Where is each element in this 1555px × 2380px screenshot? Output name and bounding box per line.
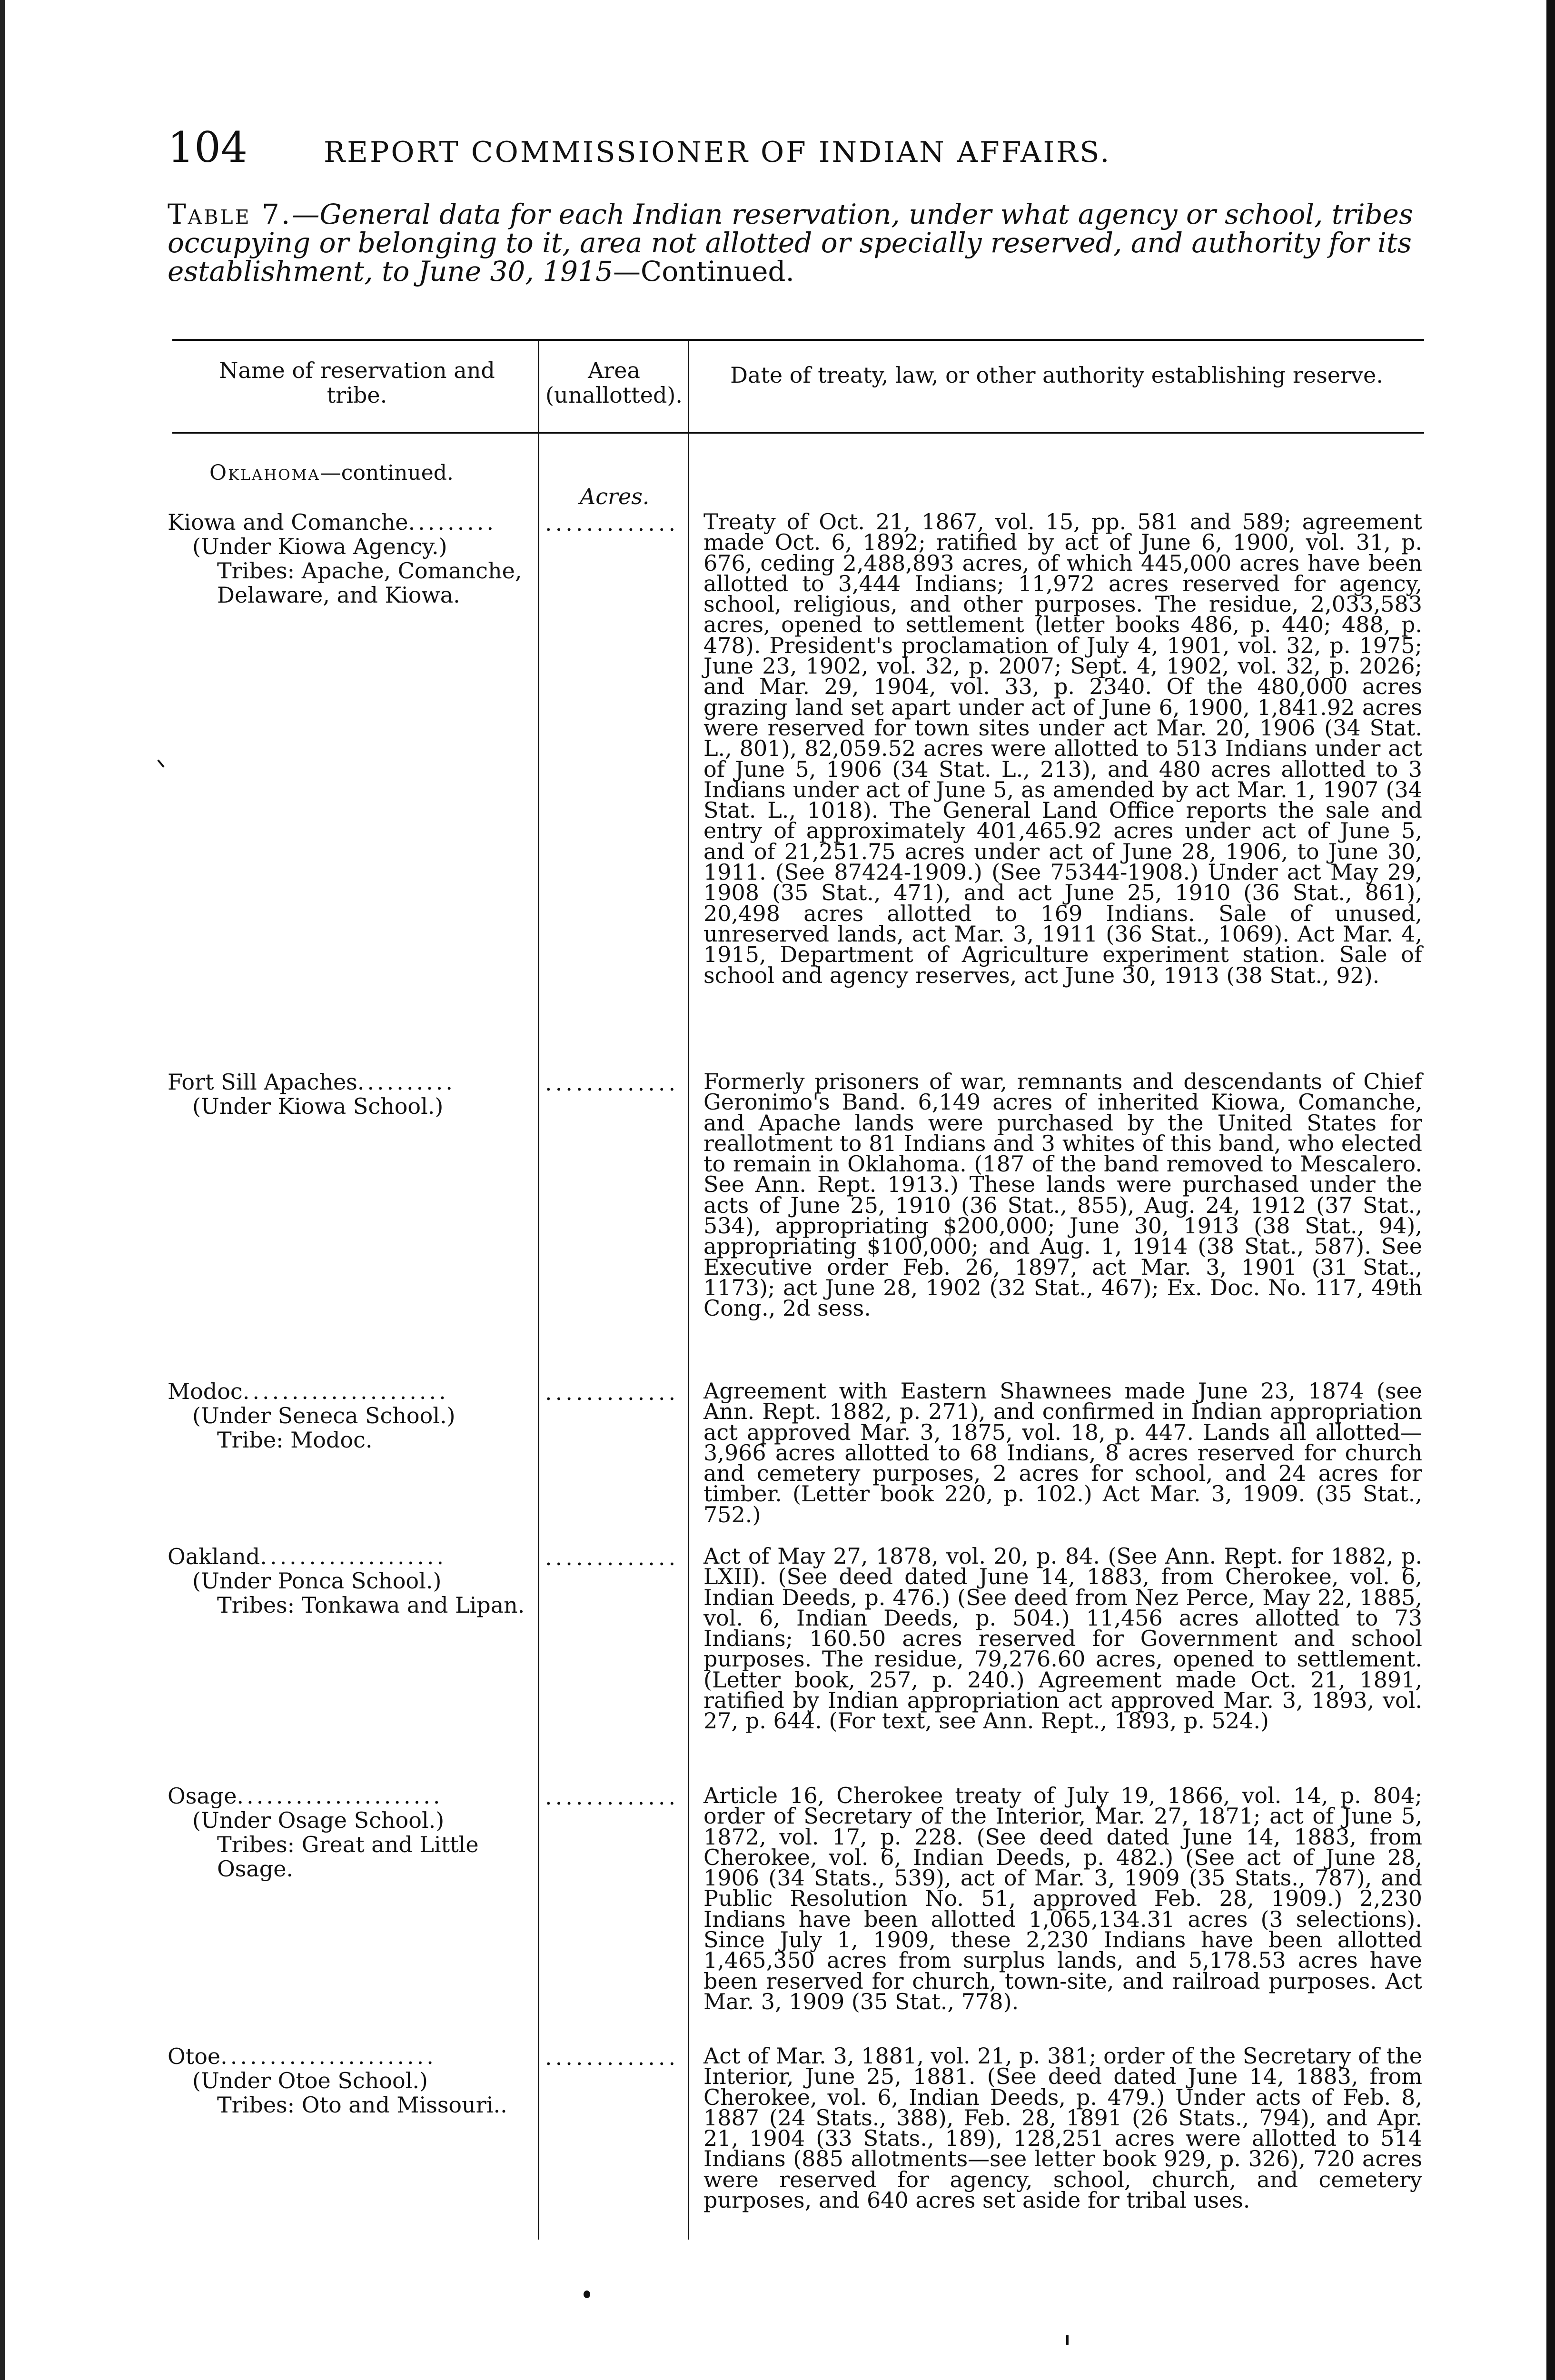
authority-text: Agreement with Eastern Shawnees made June 23, 1874 (see Ann. Rept. 1882, p. 271), and confirmed in Indian appropriation act approved Mar. 3, 1875, vol. 18, p. 447. Lands all allotted—3,966 acres allotted to 68 Indians, 8 acres reserved for church and cemetery purposes, 2 acres for school, and 24 acres for timber. (Letter book 220, p. 102.) Act Mar. 3, 1909. (35 Stat., 752.) [703, 1378, 1422, 1527]
table-caption [168, 200, 1419, 286]
agency-name: (Under Kiowa Agency.) [192, 534, 447, 559]
ink-speck [1066, 2335, 1069, 2345]
table-top-rule [172, 339, 1424, 341]
tribes-list: Tribes: Apache, Comanche, Delaware, and Kiowa. [217, 558, 522, 608]
tribes-list: Tribes: Oto and Missouri.. [217, 2092, 507, 2118]
reservation-entry [168, 1070, 529, 1119]
agency-name: (Under Seneca School.) [192, 1403, 456, 1428]
reservation-entry [168, 1545, 529, 1617]
reservation-entry [168, 510, 529, 607]
agency-name: (Under Ponca School.) [192, 1568, 442, 1594]
ink-speck [157, 759, 165, 768]
reservation-name: Oakland [168, 1544, 260, 1569]
scan-edge-left [0, 0, 5, 2380]
page-header [168, 123, 1429, 172]
caption-tail: —Continued. [613, 255, 794, 288]
column-header-authority: Date of treaty, law, or other authority establishing reserve. [730, 362, 1383, 388]
dot-leader: ..................... [242, 1378, 449, 1404]
running-head: REPORT COMMISSIONER OF INDIAN AFFAIRS. [323, 136, 1111, 169]
column-divider-2 [688, 340, 689, 2240]
scan-edge-right [1546, 0, 1555, 2380]
authority-text: Act of May 27, 1878, vol. 20, p. 84. (See Ann. Rept. for 1882, p. LXII). (See deed dated June 14, 1883, from Cherokee, vol. 6, Indian Deeds, p. 476.) (See deed from Nez Perce, May 22, 1885, vol. 6, Indian Deeds, p. 504.) 11,456 acres allotted to 73 Indians; 160.50 acres reserved for Government and school purposes. The residue, 79,276.60 acres, opened to settlement. (Letter book, 257, p. 240.) Agreement made Oct. 21, 1891, ratified by Indian appropriation act approved Mar. 3, 1893, vol. 27, p. 644. (For text, see Ann. Rept., 1893, p. 524.) [703, 1543, 1422, 1734]
reservation-entry [168, 1379, 529, 1452]
state-name: Oklahoma [209, 461, 320, 485]
state-heading [209, 461, 454, 485]
authority-text: Act of Mar. 3, 1881, vol. 21, p. 381; order of the Secretary of the Interior, June 25, 1881. (See deed dated June 14, 1883, from Cherokee, vol. 6, Indian Deeds, p. 479.) Under acts of Feb. 8, 1887 (24 Stats., 388), Feb. 28, 1891 (26 Stats., 794), and Apr. 21, 1904 (33 Stats., 189), 128,251 acres were allotted to 514 Indians (885 allotments—see letter book 929, p. 326), 720 acres were reserved for agency, school, church, and cemetery purposes, and 640 acres set aside for tribal uses. [703, 2043, 1422, 2213]
caption-lead: Table 7. [168, 198, 292, 230]
reservation-entry [168, 1784, 529, 1881]
agency-name: (Under Kiowa School.) [192, 1093, 444, 1119]
area-cell: ............. [545, 1784, 679, 1810]
reservation-name: Fort Sill Apaches [168, 1069, 357, 1095]
agency-name: (Under Otoe School.) [192, 2068, 428, 2093]
reservation-name: Modoc [168, 1378, 243, 1404]
dot-leader: ................... [260, 1544, 447, 1569]
column-divider-1 [538, 340, 539, 2240]
area-cell: ............. [545, 510, 679, 536]
tribes-list: Tribe: Modoc. [217, 1427, 373, 1453]
authority-text: Treaty of Oct. 21, 1867, vol. 15, pp. 581 and 589; agreement made Oct. 6, 1892; ratified by act of June 6, 1900, vol. 31, p. 676, ceding 2,488,893 acres, of which 445,000 acres have been allotted to 3,444 Indians; 11,972 acres reserved for agency, school, religious, and other purposes. The residue, 2,033,583 acres, opened to settlement (letter books 486, p. 440; 488, p. 478). President's proclamation of July 4, 1901, vol. 32, p. 1975; June 23, 1902, vol. 32, p. 2007; Sept. 4, 1902, vol. 32, p. 2026; and Mar. 29, 1904, vol. 33, p. 2340. Of the 480,000 acres grazing land set apart under act of June 6, 1900, 1,841.92 acres were reserved for town sites under act Mar. 20, 1906 (34 Stat. L., 801), 82,059.52 acres were allotted to 513 Indians under act of June 5, 1906 (34 Stat. L., 213), and 480 acres allotted to 3 Indians under act of June 5, as amended by act Mar. 1, 1907 (34 Stat. L., 1018). The General Land Office reports the sale and entry of approximately 401,465.92 acres under act of June 5, and of 21,251.75 acres under act of June 28, 1906, to June 30, 1911. (See 87424-1909.) (See 75344-1908.) Under act May 29, 1908 (35 Stat., 471), and act June 25, 1910 (36 Stat., 861), 20,498 acres allotted to 169 Indians. Sale of unused, unreserved lands, act Mar. 3, 1911 (36 Stat., 1069). Act Mar. 4, 1915, Department of Agriculture experiment station. Sale of school and agency reserves, act June 30, 1913 (38 Stat., 92). [703, 509, 1422, 988]
dot-leader: ......... [408, 509, 497, 535]
dot-leader: .......... [357, 1069, 456, 1095]
table-head-rule [172, 432, 1424, 434]
ink-speck [584, 2291, 590, 2298]
area-cell: ............. [545, 1070, 679, 1096]
dot-leader: ..................... [237, 1783, 443, 1809]
column-header-name: Name of reservation and tribe. [219, 357, 495, 408]
state-suffix: —continued. [320, 461, 454, 485]
area-cell: ............. [545, 1545, 679, 1570]
area-unit-label: Acres. [580, 484, 650, 509]
tribes-list: Tribes: Great and Little Osage. [217, 1832, 479, 1882]
page-number: 104 [168, 123, 248, 172]
tribes-list: Tribes: Tonkawa and Lipan. [217, 1592, 525, 1618]
column-header-area: Area (unallotted). [545, 357, 683, 408]
authority-text: Article 16, Cherokee treaty of July 19, 1866, vol. 14, p. 804; order of Secretary of the Interior, Mar. 27, 1871; act of June 5, 1872, vol. 17, p. 228. (See deed dated June 14, 1883, from Cherokee, vol. 6, Indian Deeds, p. 482.) (See act of June 28, 1906 (34 Stats., 539), act of Mar. 3, 1909 (35 Stats., 787), and Public Resolution No. 51, approved Feb. 28, 1909.) 2,230 Indians have been allotted 1,065,134.31 acres (3 selections). Since July 1, 1909, these 2,230 Indians have been allotted 1,465,350 acres from surplus lands, and 5,178.53 acres have been reserved for church, town-site, and railroad purposes. Act Mar. 3, 1909 (35 Stat., 778). [703, 1783, 1422, 2014]
reservation-name: Kiowa and Comanche [168, 509, 408, 535]
dot-leader: ...................... [220, 2043, 436, 2069]
area-cell: ............. [545, 2044, 679, 2070]
reservation-entry [168, 2044, 529, 2117]
reservation-name: Osage [168, 1783, 237, 1809]
agency-name: (Under Osage School.) [192, 1807, 445, 1833]
area-cell: ............. [545, 1379, 679, 1405]
caption-title: —General data for each Indian reservation, under what agency or school, tribes occupying or belonging to it, area not allotted or specially reserved, and authority for its establishment, to June 30, 1915 [168, 198, 1413, 288]
authority-text: Formerly prisoners of war, remnants and descendants of Chief Geronimo's Band. 6,149 acres of inherited Kiowa, Comanche, and Apache lands were purchased by the United States for reallotment to 81 Indians and 3 whites of this band, who elected to remain in Oklahoma. (187 of the band removed to Mescalero. See Ann. Rept. 1913.) These lands were purchased under the acts of June 25, 1910 (36 Stat., 855), Aug. 24, 1912 (37 Stat., 534), appropriating $200,000; June 30, 1913 (38 Stat., 94), appropriating $100,000; and Aug. 1, 1914 (38 Stat., 587). See Executive order Feb. 26, 1897, act Mar. 3, 1901 (31 Stat., 1173); act June 28, 1902 (32 Stat., 467); Ex. Doc. No. 117, 49th Cong., 2d sess. [703, 1069, 1422, 1321]
reservation-name: Otoe [168, 2043, 221, 2069]
